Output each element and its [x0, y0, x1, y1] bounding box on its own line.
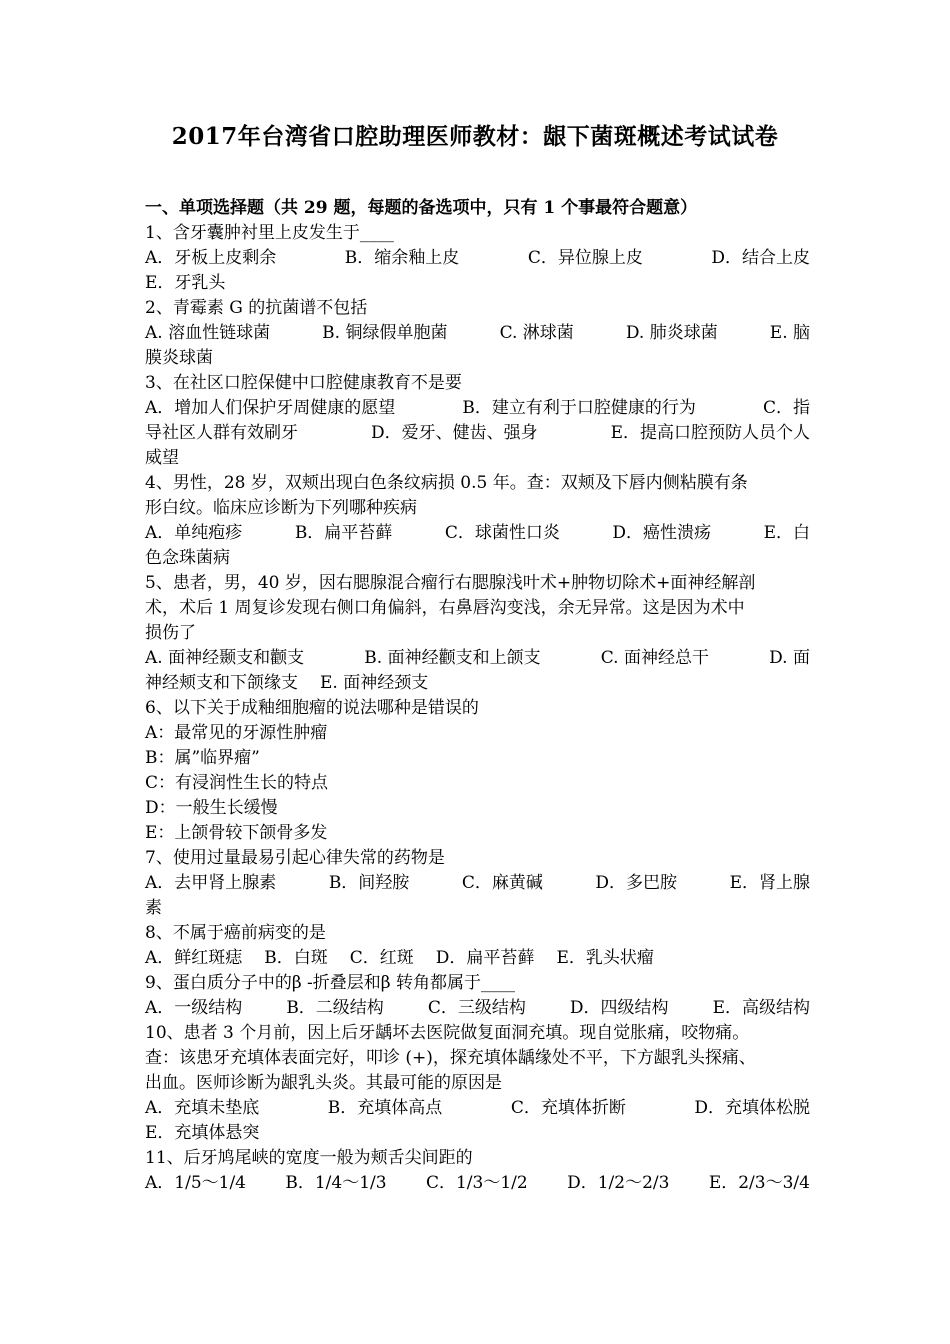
option-e: E．乳头状瘤 — [556, 948, 654, 968]
option-c: C. 淋球菌 — [499, 323, 574, 343]
option-a: A．去甲肾上腺素 — [145, 873, 277, 893]
option-b: B．白斑 — [264, 948, 328, 968]
options-line — [145, 996, 810, 1021]
option-c: C．红斑 — [349, 948, 414, 968]
question-stem: 3、在社区口腔保健中口腔健康教育不是要 — [145, 373, 462, 393]
question-10 — [145, 1021, 810, 1146]
option-d: D．充填体松脱 — [694, 1098, 810, 1118]
options-line — [145, 646, 810, 671]
option-b: B．二级结构 — [286, 998, 384, 1018]
option-b: B．1/4～1/3 — [285, 1173, 387, 1193]
question-11 — [145, 1146, 810, 1196]
option-c: C．充填体折断 — [510, 1098, 626, 1118]
option-e: E．肾上腺 — [729, 873, 810, 893]
option-e: E．2/3～3/4 — [708, 1173, 810, 1193]
option-a: A. 面神经颞支和颧支 — [145, 648, 305, 668]
option-a: A．增加人们保护牙周健康的愿望 — [145, 398, 396, 418]
option-b: B．扁平苔藓 — [294, 523, 393, 543]
question-6 — [145, 696, 810, 846]
question-stem: 11、后牙鸠尾峡的宽度一般为颊舌尖间距的 — [145, 1148, 473, 1168]
options-line — [145, 946, 810, 971]
option-e: E．充填体悬突 — [145, 1123, 260, 1143]
option-continuation: 导社区人群有效刷牙 — [145, 423, 298, 443]
option-a: A．1/5～1/4 — [145, 1173, 246, 1193]
question-stem: 10、患者 3 个月前，因上后牙龋坏去医院做复面洞充填。现自觉胀痛，咬物痛。 — [145, 1023, 750, 1043]
question-3 — [145, 371, 810, 471]
option-a: A．一级结构 — [145, 998, 243, 1018]
option-a: A：最常见的牙源性肿瘤 — [145, 723, 328, 743]
options-line — [145, 321, 810, 346]
option-d: D．扁平苔藓 — [435, 948, 535, 968]
option-b: B．建立有利于口腔健康的行为 — [462, 398, 696, 418]
option-a: A．牙板上皮剩余 — [145, 248, 277, 268]
option-e: E．高级结构 — [712, 998, 810, 1018]
option-a: A．鲜红斑痣 — [145, 948, 243, 968]
option-continuation: 色念珠菌病 — [145, 548, 230, 568]
question-8 — [145, 921, 810, 971]
option-e: E．牙乳头 — [145, 273, 226, 293]
question-stem: 出血。医师诊断为龈乳头炎。其最可能的原因是 — [145, 1073, 502, 1093]
option-d: D．1/2～2/3 — [567, 1173, 670, 1193]
question-stem: 6、以下关于成釉细胞瘤的说法哪种是错误的 — [145, 698, 479, 718]
option-b: B．缩余釉上皮 — [344, 248, 460, 268]
options-line — [145, 396, 810, 421]
question-2 — [145, 296, 810, 371]
question-stem: 8、不属于癌前病变的是 — [145, 923, 326, 943]
option-d: D. 面 — [769, 648, 810, 668]
question-stem: 9、蛋白质分子中的β -折叠层和β 转角都属于____ — [145, 973, 516, 993]
section-heading: 一、单项选择题（共 29 题，每题的备选项中，只有 1 个事最符合题意） — [145, 198, 698, 218]
options-line — [145, 246, 810, 271]
option-c: C．麻黄碱 — [461, 873, 543, 893]
options-line — [145, 521, 810, 546]
question-9 — [145, 971, 810, 1021]
option-d: D．四级结构 — [569, 998, 669, 1018]
question-stem: 2、青霉素 G 的抗菌谱不包括 — [145, 298, 368, 318]
option-d: D．癌性溃疡 — [612, 523, 712, 543]
option-continuation: 素 — [145, 898, 162, 918]
option-e: E：上颌骨较下颌骨多发 — [145, 823, 328, 843]
option-b: B．充填体高点 — [327, 1098, 443, 1118]
option-b: B：属”临界瘤” — [145, 748, 260, 768]
option-c: C．1/3～1/2 — [425, 1173, 528, 1193]
option-d: D：一般生长缓慢 — [145, 798, 278, 818]
question-stem: 1、含牙囊肿衬里上皮发生于____ — [145, 223, 394, 243]
option-c: C．三级结构 — [427, 998, 526, 1018]
question-1 — [145, 221, 810, 296]
option-continuation: 神经颊支和下颌缘支 — [145, 673, 298, 693]
option-a: A. 溶血性链球菌 — [145, 323, 271, 343]
option-c: C．异位腺上皮 — [527, 248, 643, 268]
option-e: E．提高口腔预防人员个人 — [610, 423, 810, 443]
question-stem: 损伤了 — [145, 623, 196, 643]
question-stem: 4、男性，28 岁，双颊出现白色条纹病损 0.5 年。查：双颊及下唇内侧粘膜有条 — [145, 473, 748, 493]
option-e: E. 面神经颈支 — [320, 673, 429, 693]
options-line — [145, 671, 810, 696]
option-c: C：有浸润性生长的特点 — [145, 773, 329, 793]
options-line — [145, 871, 810, 896]
option-d: D．多巴胺 — [595, 873, 678, 893]
option-a: A．单纯疱疹 — [145, 523, 243, 543]
options-line — [145, 1096, 810, 1121]
option-b: B. 铜绿假单胞菌 — [322, 323, 448, 343]
option-continuation: 威望 — [145, 448, 179, 468]
question-5 — [145, 571, 810, 696]
option-a: A．充填未垫底 — [145, 1098, 260, 1118]
option-b: B. 面神经颧支和上颌支 — [364, 648, 541, 668]
option-c: C．球菌性口炎 — [444, 523, 560, 543]
option-d: D．结合上皮 — [711, 248, 810, 268]
question-stem: 术，术后 1 周复诊发现右侧口角偏斜，右鼻唇沟变浅，余无异常。这是因为术中 — [145, 598, 745, 618]
question-stem: 5、患者，男，40 岁，因右腮腺混合瘤行右腮腺浅叶术+肿物切除术+面神经解剖 — [145, 573, 756, 593]
option-c: C. 面神经总干 — [600, 648, 709, 668]
question-4 — [145, 471, 810, 571]
question-stem: 形白纹。临床应诊断为下列哪种疾病 — [145, 498, 417, 518]
option-b: B．间羟胺 — [328, 873, 410, 893]
option-c: C．指 — [762, 398, 810, 418]
option-e: E. 脑 — [769, 323, 810, 343]
option-continuation: 膜炎球菌 — [145, 348, 213, 368]
options-line — [145, 1171, 810, 1196]
options-line — [145, 421, 810, 446]
option-e: E．白 — [763, 523, 810, 543]
option-d: D. 肺炎球菌 — [625, 323, 718, 343]
document-body — [145, 196, 810, 1196]
document-title: 2017年台湾省口腔助理医师教材：龈下菌斑概述考试试卷 — [171, 123, 779, 150]
question-stem: 查：该患牙充填体表面完好，叩诊 (+)，探充填体龋缘处不平，下方龈乳头探痛、 — [145, 1048, 756, 1068]
option-d: D．爱牙、健齿、强身 — [370, 423, 538, 443]
question-7 — [145, 846, 810, 921]
question-stem: 7、使用过量最易引起心律失常的药物是 — [145, 848, 445, 868]
